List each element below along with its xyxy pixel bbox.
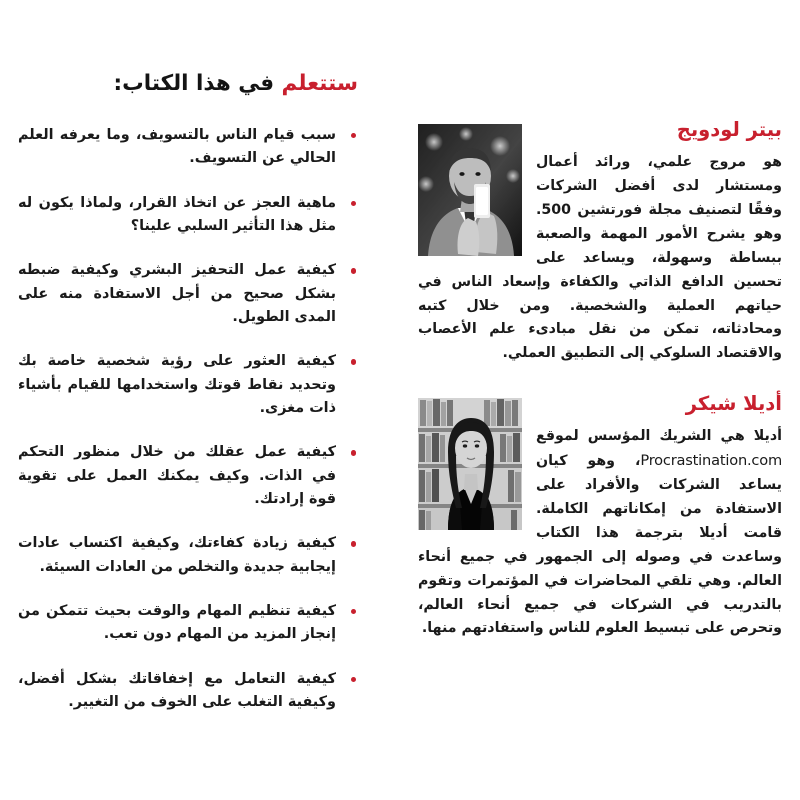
bullet-dot-icon: [351, 133, 357, 139]
author-bio-part2: . وهو يشرح الأمور المهمة والصعبة ببساطة وسهولة، ويساعد على تحسين الدافع الذاتي والكفاءة وإسعاد الناس في حياتهم العملية والشخصية. ومن خلال كتبه ومحادثاته، تمكن من نقل مبادىء علم الأعصاب والاقتصاد السلوكي إلى التطبيق العملي.: [418, 202, 782, 362]
learn-heading-rest: في هذا الكتاب:: [113, 71, 282, 96]
list-item: [18, 668, 358, 715]
author-photo: [418, 398, 522, 530]
author-bio-part1: أديلا هي الشريك المؤسس لموقع: [536, 428, 782, 445]
learn-list: [18, 124, 358, 714]
list-item-text: كيفية العثور على رؤية شخصية خاصة بك وتحديد نقاط قوتك واستخدامها للقيام بأشياء ذات مغزى.: [18, 353, 336, 416]
author-bio-number: 500: [541, 202, 572, 219]
author-block-adela-schicker: [418, 392, 782, 641]
author-name: بيتر لودويج: [676, 118, 782, 141]
list-item-text: ماهية العجز عن اتخاذ القرار، ولماذا يكون له مثل هذا التأثير السلبي علينا؟: [18, 194, 336, 234]
author-block-peter-ludwig: [418, 118, 782, 366]
list-item: [18, 600, 358, 647]
list-item-text: كيفية عمل عقلك من خلال منظور التحكم في الذات. وكيف يمكنك العمل على تقوية قوة إرادتك.: [18, 444, 336, 507]
list-item: [18, 532, 358, 579]
author-photo: [418, 124, 522, 256]
list-item: [18, 124, 358, 171]
list-item-text: كيفية عمل التحفيز البشري وكيفية ضبطه بشكل صحيح من أجل الاستفادة منه على المدى الطويل.: [18, 262, 336, 325]
list-item-text: كيفية زيادة كفاءتك، وكيفية اكتساب عادات إيجابية جديدة والتخلص من العادات السيئة.: [18, 535, 336, 575]
bullet-dot-icon: [351, 359, 357, 365]
author-bio-part1: هو مروج علمي، ورائد أعمال ومستشار لدى أفضل الشركات وفقًا لتصنيف مجلة فورتشين: [536, 154, 782, 219]
author-bio-part2: ، وهو كيان يساعد الشركات والأفراد على الاستفادة من إمكاناتهم الكاملة. قامت أديلا بترجمة هذا الكتاب وساعدت في وصوله إلى الجمهور في جميع أنحاء العالم. وهي تلقي المحاضرات في المؤتمرات وتقوم بالتدريب في الشركات في جميع أنحاء العالم، وتحرص على تبسيط العلوم للناس واستفادتهم منها.: [418, 453, 782, 637]
authors-section: [392, 0, 800, 641]
bullet-dot-icon: [351, 201, 357, 207]
bullet-dot-icon: [351, 268, 357, 274]
bullet-dot-icon: [351, 541, 357, 547]
list-item: [18, 259, 358, 329]
list-item-text: كيفية تنظيم المهام والوقت بحيث تتمكن من إنجاز المزيد من المهام دون تعب.: [18, 602, 336, 643]
list-item-text: سبب قيام الناس بالتسويف، وما يعرفه العلم الحالي عن التسويف.: [18, 126, 336, 167]
list-item: [18, 441, 358, 511]
author-website-text: Procrastination.com: [640, 452, 782, 470]
learn-section: [0, 0, 392, 714]
list-item: [18, 192, 358, 239]
bullet-dot-icon: [351, 677, 357, 683]
bullet-dot-icon: [351, 609, 357, 615]
bullet-dot-icon: [351, 450, 357, 456]
list-item: [18, 350, 358, 420]
author-name: أديلا شيكر: [685, 392, 782, 416]
learn-heading-highlight: ستتعلم: [281, 71, 358, 96]
learn-section-heading: [18, 70, 358, 98]
list-item-text: كيفية التعامل مع إخفاقاتك بشكل أفضل، وكيفية التغلب على الخوف من التغيير.: [18, 670, 336, 710]
